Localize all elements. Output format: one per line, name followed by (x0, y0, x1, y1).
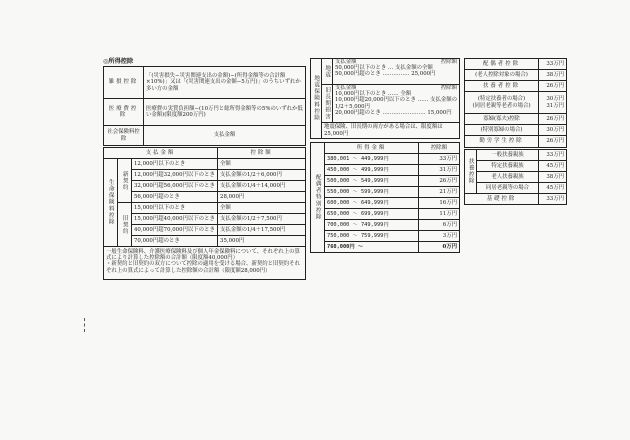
cell-amount: 32,000円超56,000円以下のとき (132, 181, 218, 192)
ss-header-deduct: 控除額 (419, 143, 460, 154)
margin-mark (84, 318, 86, 332)
lt-row: 20,000円超のとき …………………… 15,000円 (335, 109, 452, 116)
cell-deduct: 28,000円 (218, 192, 306, 203)
eq-head-deduct: 控除額 (440, 59, 457, 65)
ss-income: 650,000 〜 699,999円 (325, 209, 419, 220)
earthquake-note: 地震保険、旧長期の両方がある場合は、限度額は25,000円 (322, 123, 460, 139)
group-label-new: 新契約 (118, 159, 132, 203)
life-insurance-table (103, 147, 306, 280)
row-label-social-insurance: 社会保険料控除 (104, 126, 144, 146)
dependent-sub: (特定扶養者の場合) (同居老親等老者の場合) (465, 92, 539, 114)
earthquake-sub2: 旧長期損害 (322, 85, 333, 123)
cell-amount: 15,000円超40,000円以下のとき (132, 214, 218, 225)
page-title: ◎所得控除 (103, 58, 134, 65)
dep-kind: 特定扶養親族 (477, 161, 539, 172)
cell-amount: 12,000円超32,000円以下のとき (132, 170, 218, 181)
lt-head-amount: 支払金額 (335, 85, 357, 91)
group-label-old: 旧契約 (118, 203, 132, 247)
lt-row: 10,000円以下のとき …… 全額 (335, 91, 412, 98)
row-text-social-insurance: 支払金額 (144, 126, 306, 146)
cell-deduct: 支払金額の1/2＋7,500円 (218, 214, 306, 225)
cell-deduct: 支払金額の1/4＋14,000円 (218, 181, 306, 192)
ss-deduct: 26万円 (419, 176, 460, 187)
ss-income: 750,000 〜 759,999円 (325, 231, 419, 242)
eq-head-amount: 支払金額 (335, 59, 357, 65)
dep-kind: 一般扶養親族 (477, 150, 539, 161)
cell-deduct: 35,000円 (218, 236, 306, 247)
ss-deduct: 11万円 (419, 209, 460, 220)
cell-amount: 12,000円以下のとき (132, 159, 218, 170)
ss-deduct: 0万円 (419, 242, 460, 253)
dep-kind: 老人扶養親族 (477, 172, 539, 183)
ss-header-income: 所得金額 (325, 143, 419, 154)
header-deduct: 控除額 (218, 148, 306, 159)
dep-amount: 38万円 (539, 172, 567, 183)
cell-amount: 56,000円超のとき (132, 192, 218, 203)
spouse-v2: 38万円 (539, 70, 567, 81)
dependents-label: 扶養控除 (465, 150, 477, 194)
widow-v1: 26万円 (539, 114, 567, 125)
spouse-label: 配偶者控除 (465, 59, 539, 70)
ss-income: 450,000 〜 499,999円 (325, 165, 419, 176)
cell-deduct: 全額 (218, 203, 306, 214)
life-insurance-note: 一般生命保険料、介護医療保険料及び個人年金保険料について、それぞれ上の算式により計算した控除額の合計額（限度額40,000円） ・新契約と旧契約の双方について控除の適用を受ける場合、新契約と旧契約それぞれ上の算式によって計算した控除額の合計額（限度額28,000円） (104, 247, 306, 280)
dep-amount: 33万円 (539, 150, 567, 161)
ss-income: 380,001 〜 449,999円 (325, 154, 419, 165)
eq-row: 50,000円以下のとき … 支払金額の全額 (335, 65, 433, 72)
ss-deduct: 6万円 (419, 220, 460, 231)
widow-v2: 30万円 (539, 125, 567, 136)
cell-deduct: 支払金額の1/4＋17,500円 (218, 225, 306, 236)
earthquake-table (310, 58, 460, 139)
row-text-casualty: 「(災害損失−災害関連支出の金額)−(所得金額等の合計額×10%)」又は「(災害関連支出の金額−5万円)」のうちいずれか多い方の金額 (144, 67, 306, 99)
dependents-table (464, 149, 567, 205)
widow-sub: (特別寡婦の場合) (465, 125, 539, 136)
student-v1: 26万円 (539, 136, 567, 148)
ss-income: 600,000 〜 649,999円 (325, 198, 419, 209)
ss-income: 700,000 〜 749,999円 (325, 220, 419, 231)
deductions-table (103, 66, 306, 146)
ss-income: 760,000円 〜 (325, 242, 419, 253)
student-label: 勤労学生控除 (465, 136, 539, 148)
row-text-medical: 医療費の実質負担額−(10万円と総所得金額等の5%のいずれか低い金額)(限度額200万円) (144, 99, 306, 126)
spouse-v1: 33万円 (539, 59, 567, 70)
earthquake-sub1: 地震 (322, 59, 333, 85)
ss-income: 500,000 〜 549,999円 (325, 176, 419, 187)
spouse-special-label: 配偶者特別控除 (311, 143, 325, 253)
widow-label: 寡婦(寡夫)控除 (465, 114, 539, 125)
dep-amount: 45万円 (539, 161, 567, 172)
personal-deductions-table (464, 58, 567, 148)
cell-amount: 70,000円超のとき (132, 236, 218, 247)
basic-label: 基礎控除 (465, 194, 539, 205)
ss-deduct: 21万円 (419, 187, 460, 198)
cell-deduct: 全額 (218, 159, 306, 170)
ss-income: 550,000 〜 599,999円 (325, 187, 419, 198)
ss-deduct: 33万円 (419, 154, 460, 165)
dependent-v1: 26万円 (539, 81, 567, 92)
spouse-special-table (310, 142, 460, 253)
ss-deduct: 16万円 (419, 198, 460, 209)
dep-kind: 同居老親等の場合 (477, 183, 539, 194)
cell-amount: 15,000円以下のとき (132, 203, 218, 214)
basic-value: 33万円 (539, 194, 567, 205)
row-label-medical: 医療費控除 (104, 99, 144, 126)
earthquake-label: 地震保険料控除 (311, 59, 322, 139)
dependent-label: 扶養者控除 (465, 81, 539, 92)
row-label-casualty: 雑損控除 (104, 67, 144, 99)
lt-row: 10,000円超20,000円以下のとき …… 支払金額の1/2＋5,000円 (335, 97, 458, 110)
cell-deduct: 支払金額の1/2＋6,000円 (218, 170, 306, 181)
lt-head-deduct: 控除額 (440, 85, 457, 91)
eq-row: 50,000円超のとき …………… 25,000円 (335, 71, 436, 78)
ss-deduct: 31万円 (419, 165, 460, 176)
cell-amount: 40,000円超70,000円以下のとき (132, 225, 218, 236)
dep-amount: 45万円 (539, 183, 567, 194)
dependent-v3: 31万円 (546, 102, 564, 109)
header-amount: 支払金額 (104, 148, 218, 159)
ss-deduct: 3万円 (419, 231, 460, 242)
dependent-v2: 30万円 (546, 96, 564, 103)
spouse-sub: (老人控除対象の場合) (465, 70, 539, 81)
life-insurance-label: 生命保険料控除 (104, 159, 118, 247)
